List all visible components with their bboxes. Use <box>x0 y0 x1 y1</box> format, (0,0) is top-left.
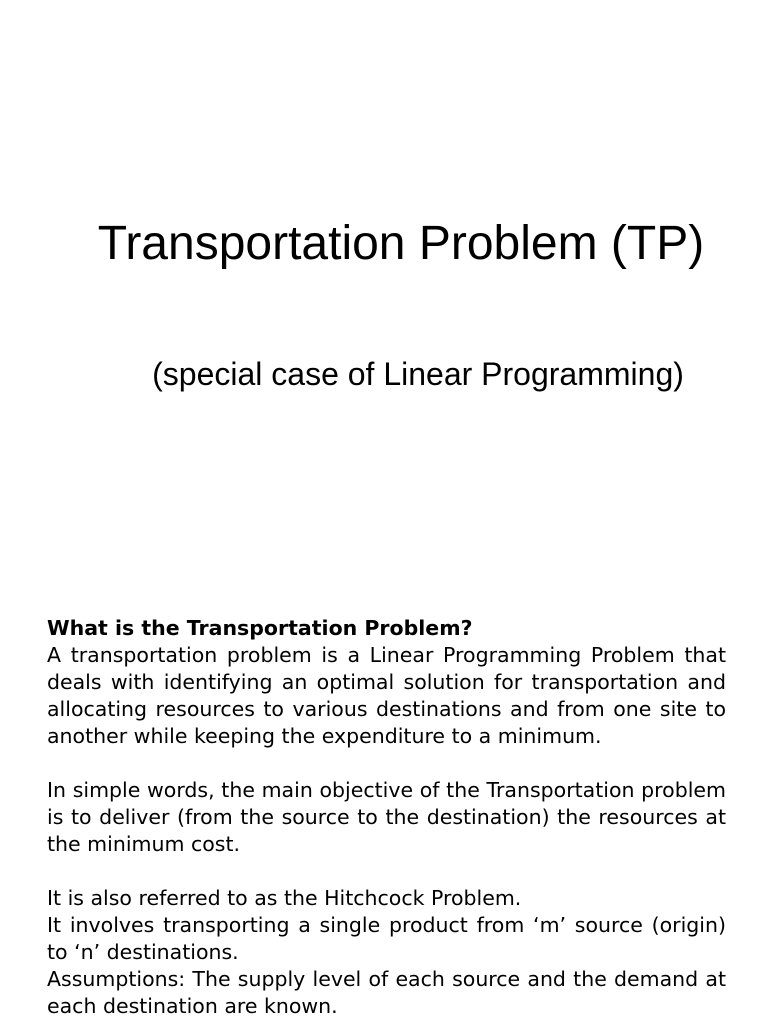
paragraph-assumptions: Assumptions: The supply level of each source and the demand at each destination are known. <box>47 967 726 1018</box>
body-section <box>47 615 726 1020</box>
page-title: Transportation Problem (TP) <box>97 217 705 270</box>
paragraph-definition: A transportation problem is a Linear Programming Problem that deals with identifying an optimal solution for transportation and allocating resources to various destinations and from one site to another while keeping the expenditure to a minimum. <box>47 643 726 748</box>
paragraph-spacer <box>47 750 726 777</box>
page-subtitle: (special case of Linear Programming) <box>152 356 684 392</box>
paragraph-hitchcock: It is also referred to as the Hitchcock Problem. <box>47 886 522 910</box>
paragraph-spacer <box>47 858 726 885</box>
section-heading: What is the Transportation Problem? <box>47 616 473 640</box>
paragraph-objective: In simple words, the main objective of the Transportation problem is to deliver (from the source to the destination) the resources at the minimum cost. <box>47 778 726 856</box>
paragraph-sources: It involves transporting a single product from ‘m’ source (origin) to ‘n’ destinations. <box>47 913 726 964</box>
